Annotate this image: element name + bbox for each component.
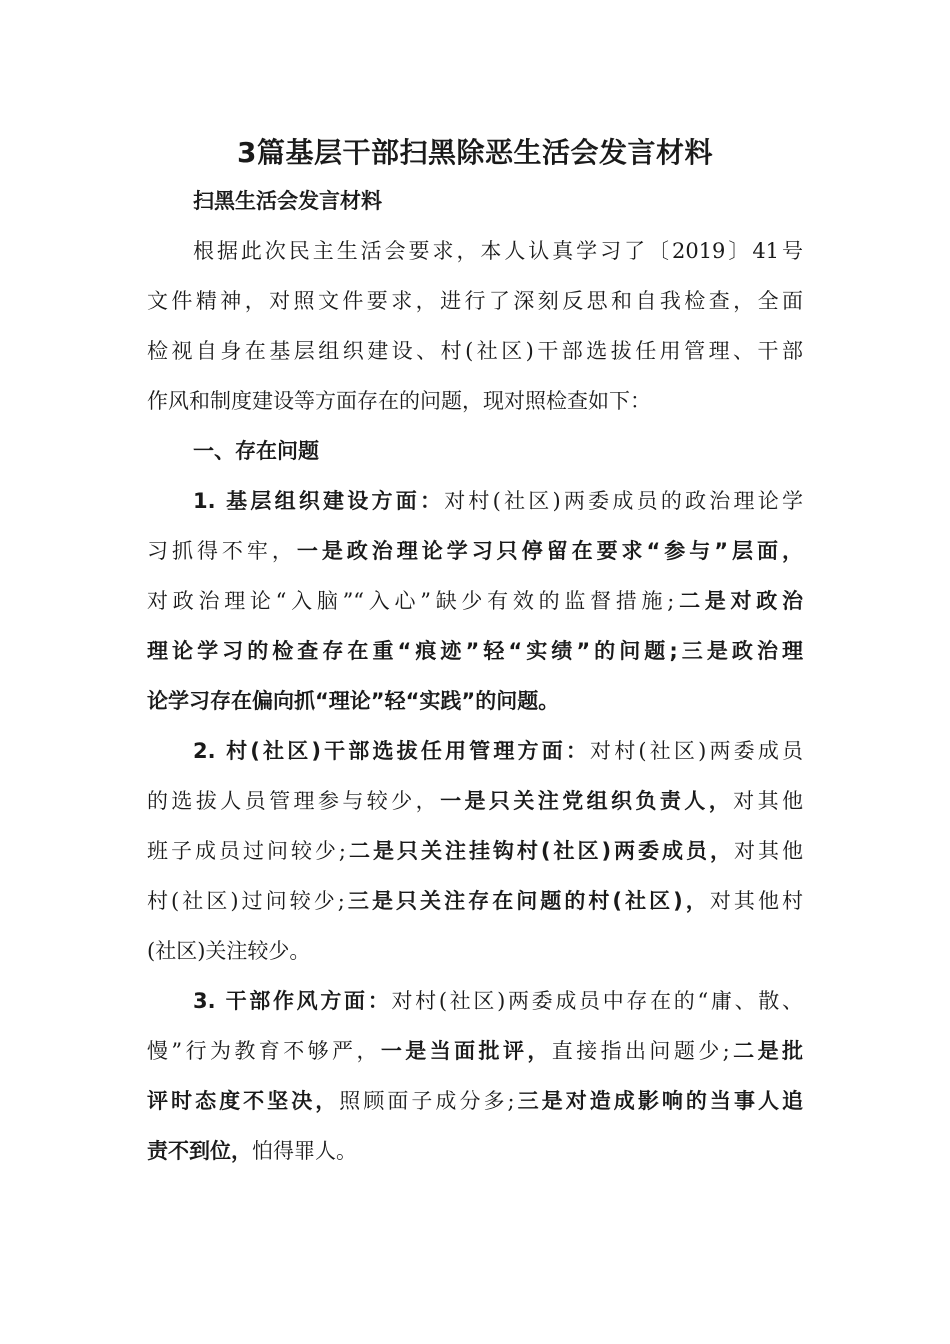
item3-line: 责不到位，怕得罪人。 bbox=[147, 1139, 357, 1163]
item2-line: 2. 村(社区)干部选拔任用管理方面：对村(社区)两委成员 bbox=[193, 739, 803, 763]
intro-line: 检视自身在基层组织建设、村(社区)干部选拔任用管理、干部 bbox=[147, 339, 803, 363]
item2-line: 村(社区)过问较少;三是只关注存在问题的村(社区)，对其他村 bbox=[147, 889, 803, 913]
item1-line: 1. 基层组织建设方面：对村(社区)两委成员的政治理论学 bbox=[193, 489, 803, 513]
item2-line: 的选拔人员管理参与较少，一是只关注党组织负责人，对其他 bbox=[147, 789, 804, 813]
item1-line: 对政治理论“入脑”“入心”缺少有效的监督措施;二是对政治 bbox=[147, 589, 803, 613]
item3-line: 慢”行为教育不够严，一是当面批评，直接指出问题少;二是批 bbox=[147, 1039, 804, 1063]
document-title: 3篇基层干部扫黑除恶生活会发言材料 bbox=[237, 136, 713, 169]
item1-line: 论学习存在偏向抓“理论”轻“实践”的问题。 bbox=[147, 689, 560, 713]
item1-line: 理论学习的检查存在重“痕迹”轻“实绩”的问题;三是政治理 bbox=[147, 639, 803, 663]
heading-existing-problems: 一、存在问题 bbox=[193, 439, 319, 463]
intro-line: 作风和制度建设等方面存在的问题，现对照检查如下： bbox=[147, 389, 651, 413]
item3-line: 评时态度不坚决，照顾面子成分多;三是对造成影响的当事人追 bbox=[147, 1089, 804, 1113]
item2-heading: 2. 村(社区)干部选拔任用管理方面： bbox=[193, 739, 591, 763]
intro-line: 根据此次民主生活会要求，本人认真学习了〔2019〕41号 bbox=[193, 239, 803, 263]
item1-heading: 1. 基层组织建设方面： bbox=[193, 489, 445, 513]
item1-line: 习抓得不牢，一是政治理论学习只停留在要求“参与”层面， bbox=[147, 539, 803, 563]
section-title: 扫黑生活会发言材料 bbox=[193, 189, 382, 213]
item2-line: (社区)关注较少。 bbox=[147, 939, 311, 963]
item3-line: 3. 干部作风方面：对村(社区)两委成员中存在的“庸、散、 bbox=[193, 989, 803, 1013]
intro-line: 文件精神，对照文件要求，进行了深刻反思和自我检查，全面 bbox=[147, 289, 803, 313]
item2-line: 班子成员过问较少;二是只关注挂钩村(社区)两委成员，对其他 bbox=[147, 839, 803, 863]
item3-heading: 3. 干部作风方面： bbox=[193, 989, 392, 1013]
